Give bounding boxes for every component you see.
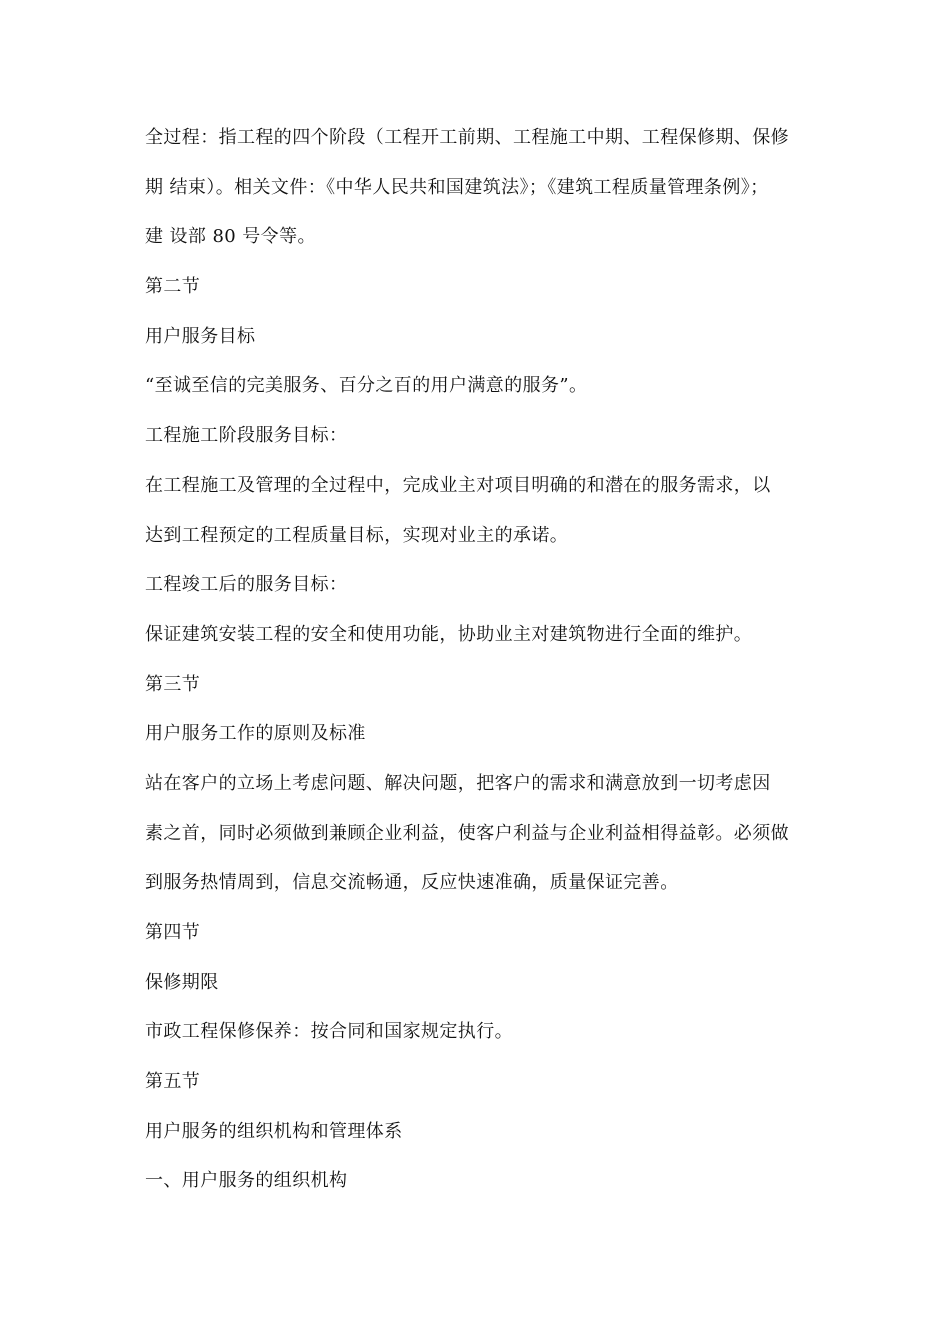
- subheading: 一、用户服务的组织机构: [145, 1170, 348, 1192]
- section-number: 第二节: [145, 276, 201, 298]
- section-number: 第四节: [145, 922, 201, 943]
- paragraph-line: 在工程施工及管理的全过程中，完成业主对项目明确的和潜在的服务需求，以: [145, 474, 771, 496]
- paragraph-line: 全过程：指工程的四个阶段（工程开工前期、工程施工中期、工程保修期、保修: [145, 127, 789, 148]
- section-number: 第五节: [145, 1071, 201, 1093]
- paragraph-line: 素之首，同时必须做到兼顾企业利益，使客户利益与企业利益相得益彰。必须做: [145, 822, 789, 844]
- paragraph-line: 到服务热情周到，信息交流畅通，反应快速准确，质量保证完善。: [145, 872, 679, 894]
- paragraph-line: “至诚至信的完美服务、百分之百的用户满意的服务”。: [145, 375, 588, 397]
- section-title: 保修期限: [145, 971, 219, 993]
- section-title: 用户服务目标: [145, 325, 256, 347]
- paragraph-line: 建 设部 80 号令等。: [145, 226, 316, 248]
- document-body: [145, 118, 815, 1211]
- subheading: 工程施工阶段服务目标：: [145, 425, 348, 447]
- paragraph-line: 达到工程预定的工程质量目标，实现对业主的承诺。: [145, 524, 569, 546]
- paragraph-line: 期 结束）。相关文件：《中华人民共和国建筑法》；《建筑工程质量管理条例》；: [145, 176, 769, 198]
- paragraph-line: 市政工程保修保养：按合同和国家规定执行。: [145, 1021, 513, 1043]
- section-title: 用户服务的组织机构和管理体系: [145, 1120, 403, 1142]
- section-number: 第三节: [145, 673, 201, 695]
- subheading: 工程竣工后的服务目标：: [145, 574, 348, 596]
- paragraph-line: 保证建筑安装工程的安全和使用功能，协助业主对建筑物进行全面的维护。: [145, 623, 753, 645]
- paragraph-line: 站在客户的立场上考虑问题、解决问题，把客户的需求和满意放到一切考虑因: [145, 772, 771, 794]
- section-title: 用户服务工作的原则及标准: [145, 723, 366, 745]
